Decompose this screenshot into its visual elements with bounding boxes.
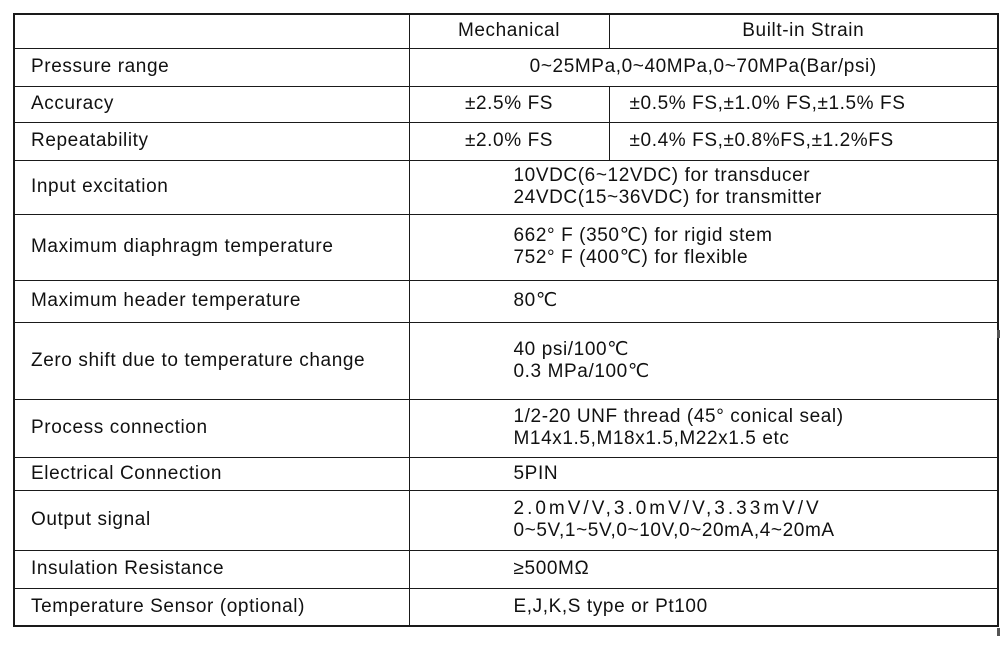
row-accuracy — [14, 86, 998, 122]
input-excitation-line-2: 24VDC(15~36VDC) for transmitter — [513, 187, 822, 208]
row-electrical-connection — [14, 457, 998, 490]
max-diaphragm-temperature-label: Maximum diaphragm temperature — [14, 214, 409, 280]
repeatability-label: Repeatability — [14, 122, 409, 160]
input-excitation-label: Input excitation — [14, 160, 409, 214]
insulation-resistance-value: ≥500MΩ — [409, 550, 998, 588]
output-signal-value — [409, 490, 998, 550]
input-excitation-line-1: 10VDC(6~12VDC) for transducer — [513, 165, 811, 186]
header-built-in-strain: Built-in Strain — [609, 14, 998, 48]
zero-shift-line-1: 40 psi/100℃ — [513, 338, 630, 360]
process-connection-line-1: 1/2-20 UNF thread (45° conical seal) — [513, 406, 844, 427]
pressure-range-label: Pressure range — [14, 48, 409, 86]
row-max-header-temperature — [14, 280, 998, 322]
electrical-connection-value: 5PIN — [409, 457, 998, 490]
pressure-range-value: 0~25MPa,0~40MPa,0~70MPa(Bar/psi) — [409, 48, 998, 86]
max-diaphragm-temperature-line-2: 752° F (400℃) for flexible — [513, 247, 749, 268]
specification-table — [13, 13, 999, 627]
row-temperature-sensor — [14, 588, 998, 626]
output-signal-line-1: 2.0mV/V,3.0mV/V,3.33mV/V — [513, 498, 822, 519]
header-row — [14, 14, 998, 48]
repeatability-mechanical-value: ±2.0% FS — [409, 122, 609, 160]
header-blank-cell — [14, 14, 409, 48]
row-pressure-range — [14, 48, 998, 86]
max-header-temperature-value: 80℃ — [409, 280, 998, 322]
input-excitation-value — [409, 160, 998, 214]
temperature-sensor-label: Temperature Sensor (optional) — [14, 588, 409, 626]
process-connection-value — [409, 399, 998, 457]
accuracy-label: Accuracy — [14, 86, 409, 122]
max-diaphragm-temperature-line-1: 662° F (350℃) for rigid stem — [513, 225, 773, 246]
accuracy-mechanical-value: ±2.5% FS — [409, 86, 609, 122]
row-input-excitation — [14, 160, 998, 214]
temperature-sensor-value: E,J,K,S type or Pt100 — [409, 588, 998, 626]
insulation-resistance-label: Insulation Resistance — [14, 550, 409, 588]
electrical-connection-label: Electrical Connection — [14, 457, 409, 490]
header-mechanical: Mechanical — [409, 14, 609, 48]
row-insulation-resistance — [14, 550, 998, 588]
process-connection-line-2: M14x1.5,M18x1.5,M22x1.5 etc — [513, 428, 790, 449]
zero-shift-label: Zero shift due to temperature change — [14, 322, 409, 399]
max-diaphragm-temperature-value — [409, 214, 998, 280]
zero-shift-line-2: 0.3 MPa/100℃ — [513, 360, 650, 382]
row-output-signal — [14, 490, 998, 550]
accuracy-strain-value: ±0.5% FS,±1.0% FS,±1.5% FS — [609, 86, 998, 122]
max-header-temperature-label: Maximum header temperature — [14, 280, 409, 322]
output-signal-label: Output signal — [14, 490, 409, 550]
row-max-diaphragm-temperature — [14, 214, 998, 280]
output-signal-line-2: 0~5V,1~5V,0~10V,0~20mA,4~20mA — [513, 520, 835, 541]
row-zero-shift — [14, 322, 998, 399]
repeatability-strain-value: ±0.4% FS,±0.8%FS,±1.2%FS — [609, 122, 998, 160]
zero-shift-value — [409, 322, 998, 399]
row-repeatability — [14, 122, 998, 160]
row-process-connection — [14, 399, 998, 457]
process-connection-label: Process connection — [14, 399, 409, 457]
